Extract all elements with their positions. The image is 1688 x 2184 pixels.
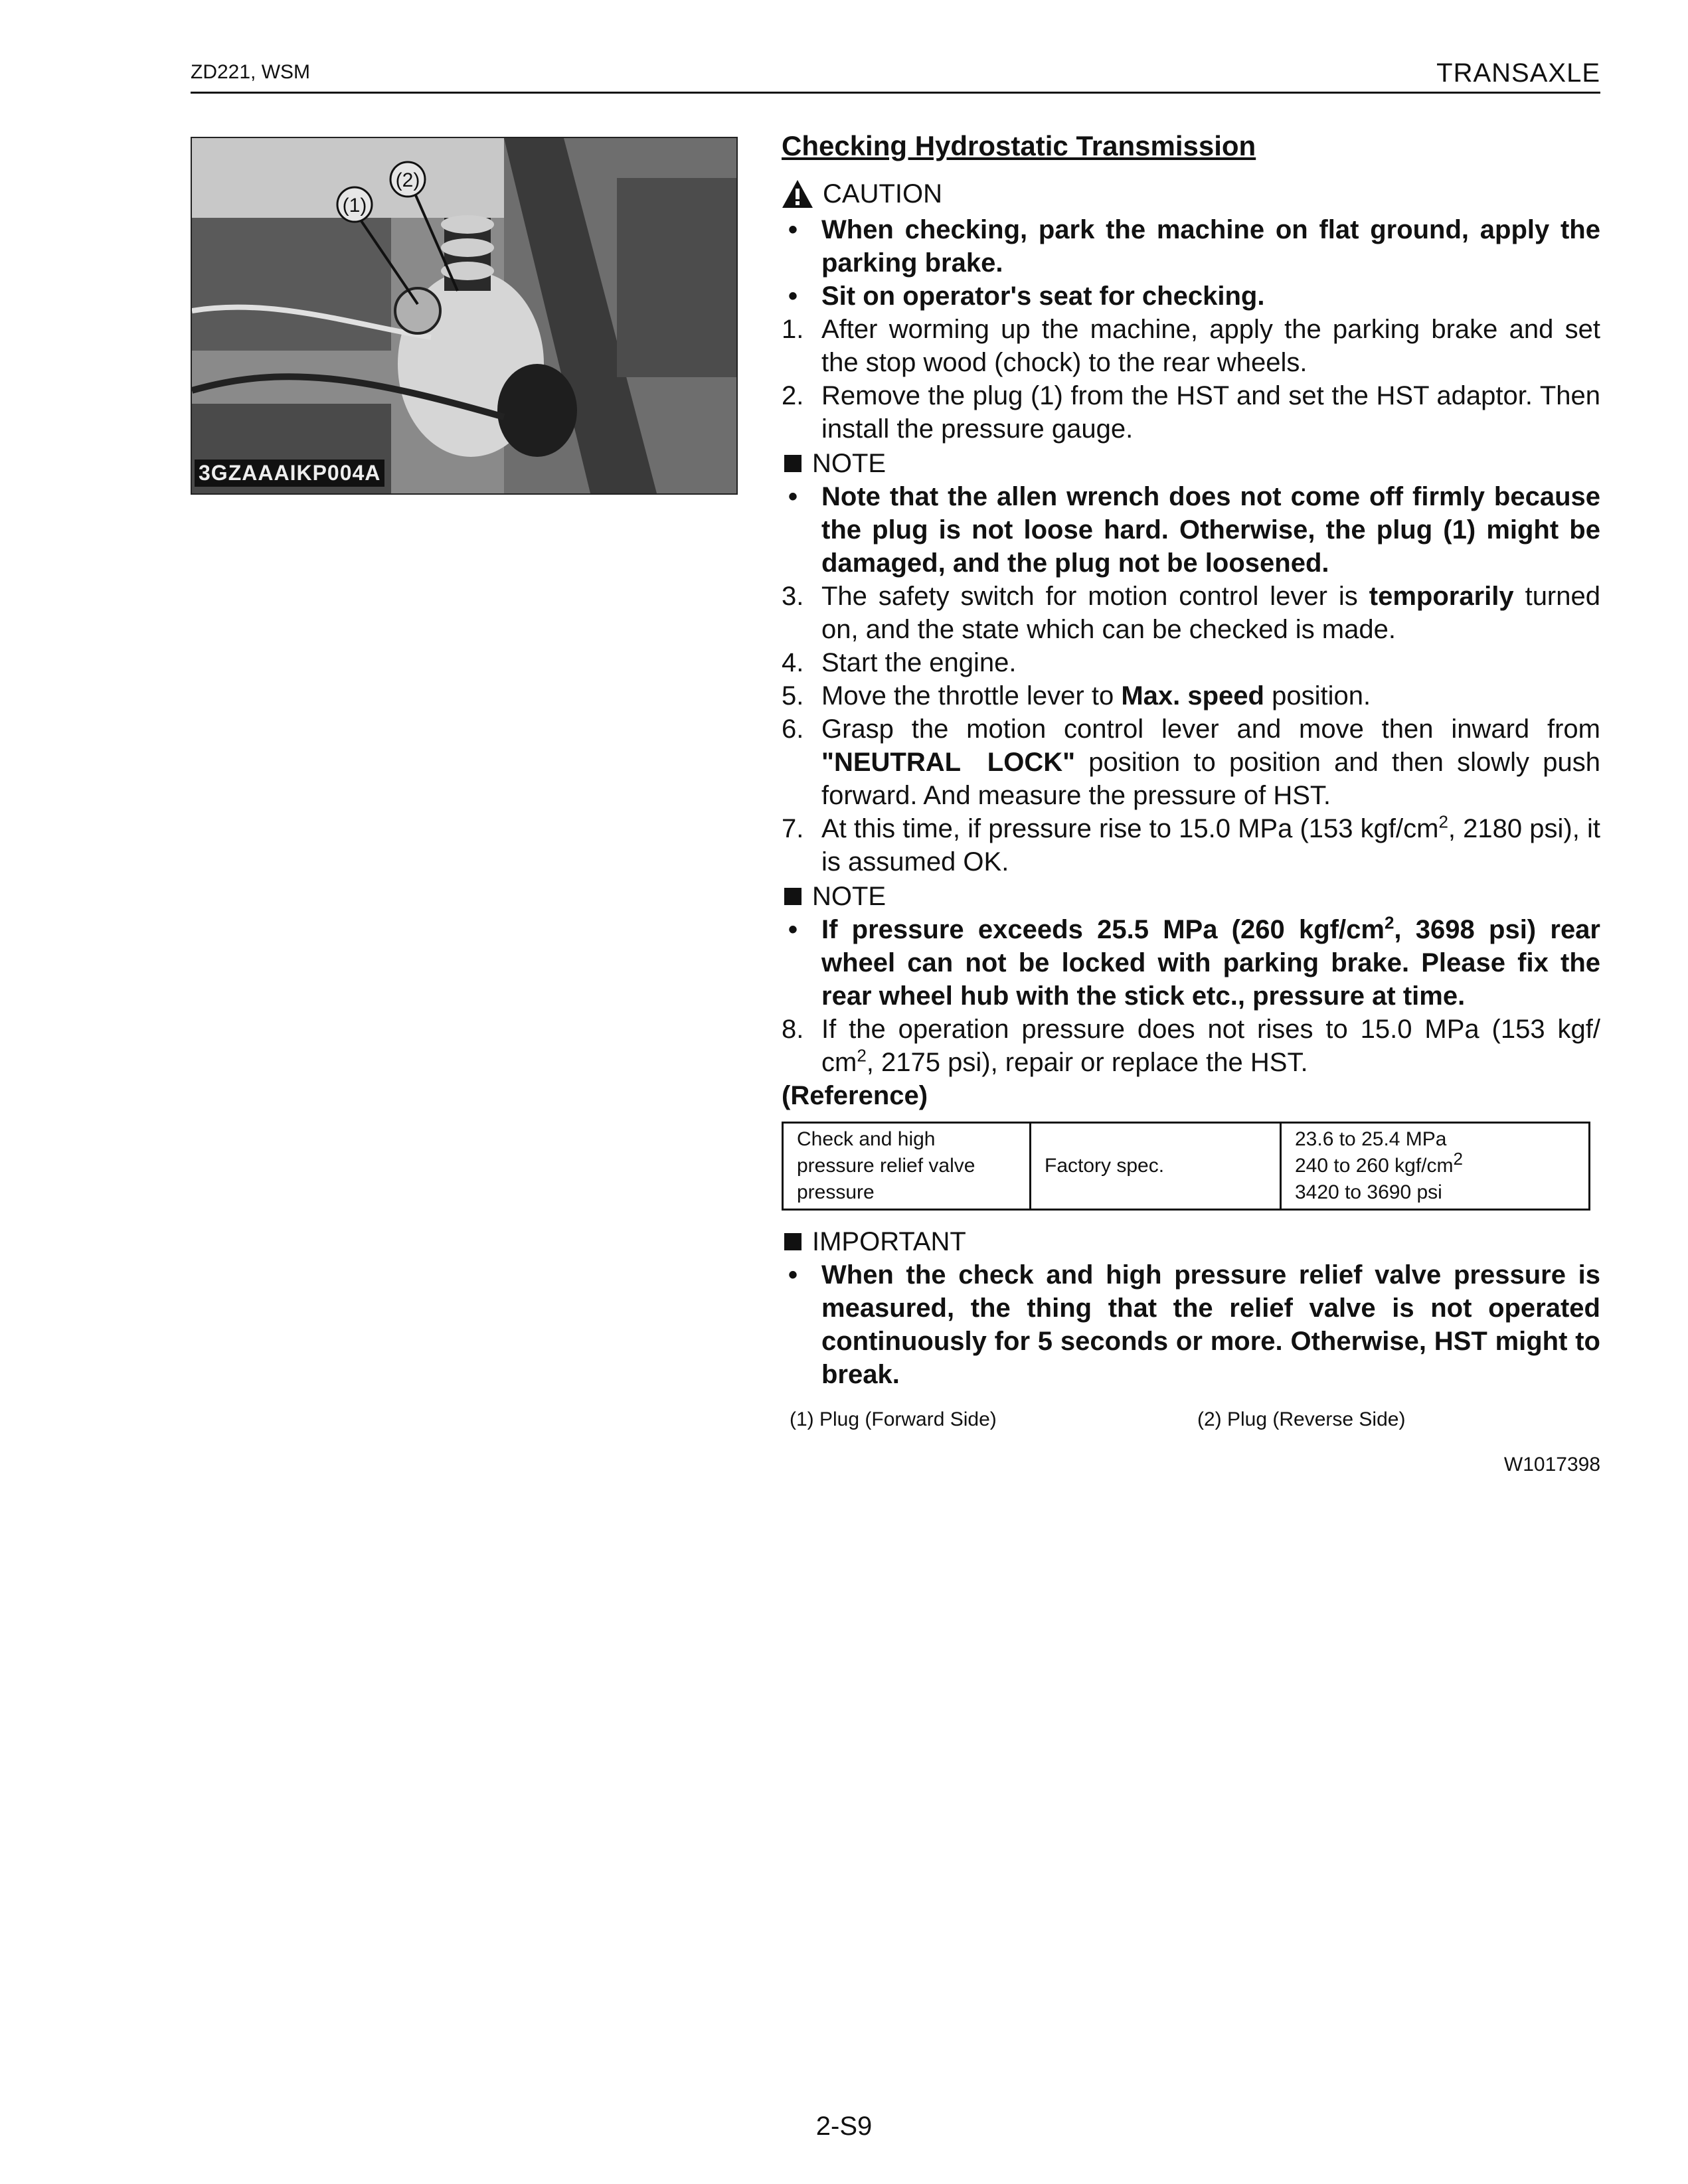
step-1: 1. After worming up the machine, apply the parking brake and set the stop wood (chock) to the rear wheels. (782, 315, 1600, 377)
caption-2: (2) Plug (Reverse Side) (1197, 1408, 1406, 1430)
step-8: 8. If the operation pressure does not rises to 15.0 MPa (153 kgf/ $cm^2$, 2175 psi), repair or replace the HST. (782, 1015, 1600, 1077)
spec-table (782, 1122, 1590, 1211)
caution-bullet-1: • When checking, park the machine on flat ground, apply the parking brake. (782, 213, 1600, 280)
important-heading (782, 1225, 1600, 1258)
note-2-heading (782, 880, 1600, 913)
bullet-icon: • (788, 282, 798, 311)
bullet-icon: • (788, 915, 798, 944)
page-header-left: ZD221, WSM (191, 61, 311, 83)
bullet-icon: • (788, 1260, 798, 1290)
note-2-label: NOTE (812, 882, 886, 911)
header-rule (191, 92, 1600, 94)
note-1-bullet: • Note that the allen wrench does not come off firmly because the plug is not loose hard. Otherwise, the plug (1) might be damaged, and the plug not be loosened. (782, 480, 1600, 580)
photo-code: 3GZAAAIKP004A (195, 460, 384, 487)
black-square-icon (784, 455, 802, 472)
spec-type-cell: Factory spec. (1031, 1123, 1281, 1210)
caution-heading (782, 177, 1600, 210)
page-header-right: TRANSAXLE (1436, 58, 1600, 88)
reference-code: W1017398 (1503, 1454, 1600, 1475)
callout-2: (2) (395, 169, 420, 191)
step-7: 7. At this time, if pressure rise to 15.0 MPa (153 kgf/$cm^2$, 2180 psi), it is assumed OK. (782, 811, 1600, 877)
section-title: Checking Hydrostatic Transmission (782, 130, 1256, 161)
step-2: 2. Remove the plug (1) from the HST and set the HST adaptor. Then install the pressure gauge. (782, 381, 1600, 444)
black-square-icon (784, 888, 802, 905)
note-2-bullet: • If pressure exceeds 25.5 MPa (260 kgf/$cm^2$, 3698 psi) rear wheel can not be locked with parking brake. Please fix the rear wheel hub with the stick etc., pressure at time. (782, 913, 1600, 1013)
caption-1: (1) Plug (Forward Side) (790, 1408, 997, 1430)
warning-triangle-icon (782, 179, 813, 209)
note-1-label: NOTE (812, 449, 886, 478)
page-number: 2-S9 (815, 2112, 873, 2141)
important-label: IMPORTANT (812, 1227, 966, 1256)
note-1-heading (782, 447, 1600, 480)
caution-bullet-2: • Sit on operator's seat for checking. (782, 280, 1600, 313)
transmission-photo (191, 137, 738, 495)
figure-captions (782, 1403, 1600, 1436)
bullet-icon: • (788, 482, 798, 511)
step-3: 3. The safety switch for motion control lever is temporarily turned on, and the state which can be checked is made. (782, 582, 1600, 644)
step-4: 4. Start the engine. (782, 648, 1017, 677)
black-square-icon (784, 1233, 802, 1250)
reference-label: (Reference) (782, 1081, 928, 1110)
step-6: 6. Grasp the motion control lever and move then inward from "NEUTRAL LOCK" position to position and then slowly push forward. And measure the pressure of HST. (782, 714, 1600, 810)
callout-1: (1) (342, 195, 367, 216)
spec-item-cell: Check and high pressure relief valve pressure (783, 1123, 1031, 1210)
main-content (782, 129, 1600, 1481)
important-bullet: • When the check and high pressure relief valve pressure is measured, the thing that the relief valve is not operated continuously for 5 seconds or more. Otherwise, HST might to break. (782, 1258, 1600, 1391)
caution-label: CAUTION (823, 179, 942, 209)
bullet-icon: • (788, 215, 798, 244)
step-5: 5. Move the throttle lever to Max. speed position. (782, 681, 1371, 711)
table-row (783, 1123, 1590, 1210)
spec-value-cell: 23.6 to 25.4 MPa 240 to 260 kgf/$cm^2$ 3420 to 3690 psi (1281, 1123, 1590, 1210)
